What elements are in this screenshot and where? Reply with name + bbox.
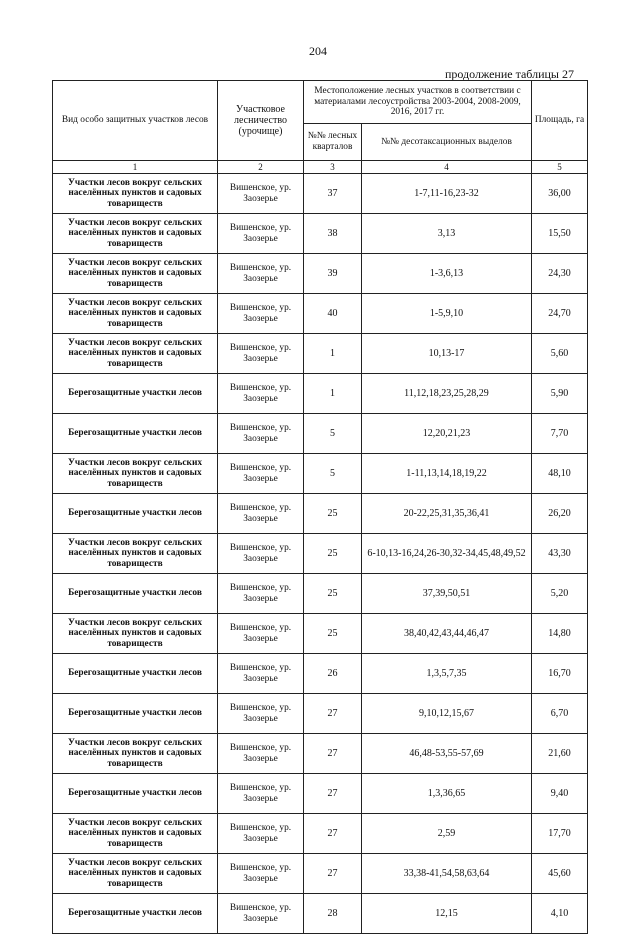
cell-plots: 46,48-53,55-57,69 (362, 734, 532, 774)
cell-area: 48,10 (532, 454, 588, 494)
cell-plots: 33,38-41,54,58,63,64 (362, 854, 532, 894)
table-row (53, 854, 588, 894)
cell-plots: 1-11,13,14,18,19,22 (362, 454, 532, 494)
header-number: 2 (218, 161, 304, 174)
cell-forestry: Вишенское, ур. Заозерье (218, 734, 304, 774)
cell-forestry: Вишенское, ур. Заозерье (218, 694, 304, 734)
cell-area: 5,90 (532, 374, 588, 414)
cell-area: 24,70 (532, 294, 588, 334)
cell-area: 7,70 (532, 414, 588, 454)
header-number: 1 (53, 161, 218, 174)
cell-area: 16,70 (532, 654, 588, 694)
table-row (53, 654, 588, 694)
header-quarters: №№ лесных кварталов (304, 124, 362, 161)
cell-area: 14,80 (532, 614, 588, 654)
table-row (53, 494, 588, 534)
cell-plots: 1,3,36,65 (362, 774, 532, 814)
cell-plots: 1-5,9,10 (362, 294, 532, 334)
cell-area: 6,70 (532, 694, 588, 734)
cell-area: 4,10 (532, 894, 588, 934)
cell-quarter: 28 (304, 894, 362, 934)
cell-kind: Участки лесов вокруг сельских населённых пунктов и садовых товариществ (53, 214, 218, 254)
cell-quarter: 5 (304, 454, 362, 494)
table-row (53, 574, 588, 614)
cell-area: 9,40 (532, 774, 588, 814)
table-row (53, 614, 588, 654)
cell-area: 15,50 (532, 214, 588, 254)
cell-forestry: Вишенское, ур. Заозерье (218, 414, 304, 454)
table-row (53, 294, 588, 334)
cell-plots: 20-22,25,31,35,36,41 (362, 494, 532, 534)
cell-plots: 10,13-17 (362, 334, 532, 374)
table-row (53, 734, 588, 774)
cell-forestry: Вишенское, ур. Заозерье (218, 574, 304, 614)
table-row (53, 814, 588, 854)
cell-plots: 12,15 (362, 894, 532, 934)
cell-forestry: Вишенское, ур. Заозерье (218, 334, 304, 374)
cell-kind: Берегозащитные участки лесов (53, 494, 218, 534)
cell-kind: Участки лесов вокруг сельских населённых пунктов и садовых товариществ (53, 294, 218, 334)
cell-plots: 1-3,6,13 (362, 254, 532, 294)
cell-quarter: 25 (304, 574, 362, 614)
cell-kind: Участки лесов вокруг сельских населённых пунктов и садовых товариществ (53, 334, 218, 374)
cell-quarter: 37 (304, 174, 362, 214)
cell-kind: Участки лесов вокруг сельских населённых пунктов и садовых товариществ (53, 614, 218, 654)
table-row (53, 254, 588, 294)
cell-forestry: Вишенское, ур. Заозерье (218, 534, 304, 574)
cell-forestry: Вишенское, ур. Заозерье (218, 814, 304, 854)
cell-kind: Берегозащитные участки лесов (53, 894, 218, 934)
header-number: 3 (304, 161, 362, 174)
cell-forestry: Вишенское, ур. Заозерье (218, 294, 304, 334)
cell-kind: Участки лесов вокруг сельских населённых пунктов и садовых товариществ (53, 814, 218, 854)
cell-kind: Берегозащитные участки лесов (53, 654, 218, 694)
cell-quarter: 39 (304, 254, 362, 294)
cell-forestry: Вишенское, ур. Заозерье (218, 254, 304, 294)
cell-forestry: Вишенское, ур. Заозерье (218, 174, 304, 214)
cell-kind: Участки лесов вокруг сельских населённых пунктов и садовых товариществ (53, 734, 218, 774)
table-row (53, 534, 588, 574)
cell-quarter: 27 (304, 814, 362, 854)
header-plots: №№ десотаксационных выделов (362, 124, 532, 161)
cell-kind: Участки лесов вокруг сельских населённых пунктов и садовых товариществ (53, 254, 218, 294)
cell-quarter: 26 (304, 654, 362, 694)
cell-plots: 38,40,42,43,44,46,47 (362, 614, 532, 654)
cell-plots: 11,12,18,23,25,28,29 (362, 374, 532, 414)
table-row (53, 694, 588, 734)
forest-plots-table (52, 80, 588, 934)
table-row (53, 174, 588, 214)
table-row (53, 894, 588, 934)
cell-area: 5,20 (532, 574, 588, 614)
cell-plots: 1,3,5,7,35 (362, 654, 532, 694)
table-row (53, 454, 588, 494)
header-number: 5 (532, 161, 588, 174)
cell-forestry: Вишенское, ур. Заозерье (218, 774, 304, 814)
cell-quarter: 25 (304, 614, 362, 654)
cell-quarter: 27 (304, 734, 362, 774)
cell-quarter: 27 (304, 854, 362, 894)
cell-forestry: Вишенское, ур. Заозерье (218, 614, 304, 654)
page-number: 204 (309, 44, 327, 58)
cell-plots: 1-7,11-16,23-32 (362, 174, 532, 214)
header-number: 4 (362, 161, 532, 174)
cell-quarter: 38 (304, 214, 362, 254)
table-row (53, 334, 588, 374)
table-row (53, 414, 588, 454)
cell-kind: Берегозащитные участки лесов (53, 414, 218, 454)
cell-kind: Берегозащитные участки лесов (53, 574, 218, 614)
cell-area: 36,00 (532, 174, 588, 214)
cell-kind: Участки лесов вокруг сельских населённых пунктов и садовых товариществ (53, 454, 218, 494)
cell-plots: 12,20,21,23 (362, 414, 532, 454)
header-forestry: Участковое лесничество (урочище) (218, 81, 304, 161)
cell-quarter: 25 (304, 494, 362, 534)
cell-area: 24,30 (532, 254, 588, 294)
cell-forestry: Вишенское, ур. Заозерье (218, 654, 304, 694)
cell-quarter: 27 (304, 694, 362, 734)
cell-quarter: 40 (304, 294, 362, 334)
header-area: Площадь, га (532, 81, 588, 161)
cell-area: 5,60 (532, 334, 588, 374)
table-row (53, 374, 588, 414)
cell-forestry: Вишенское, ур. Заозерье (218, 374, 304, 414)
cell-forestry: Вишенское, ур. Заозерье (218, 854, 304, 894)
cell-kind: Участки лесов вокруг сельских населённых пунктов и садовых товариществ (53, 854, 218, 894)
cell-kind: Берегозащитные участки лесов (53, 774, 218, 814)
header-location: Местоположение лесных участков в соответствии с материалами лесоустройства 2003-2004, 2008-2009, 2016, 2017 гг. (304, 81, 532, 124)
cell-kind: Берегозащитные участки лесов (53, 374, 218, 414)
cell-area: 43,30 (532, 534, 588, 574)
cell-quarter: 5 (304, 414, 362, 454)
cell-area: 45,60 (532, 854, 588, 894)
table-row (53, 774, 588, 814)
cell-area: 17,70 (532, 814, 588, 854)
cell-quarter: 1 (304, 374, 362, 414)
cell-area: 26,20 (532, 494, 588, 534)
cell-plots: 37,39,50,51 (362, 574, 532, 614)
cell-plots: 9,10,12,15,67 (362, 694, 532, 734)
cell-area: 21,60 (532, 734, 588, 774)
cell-forestry: Вишенское, ур. Заозерье (218, 494, 304, 534)
cell-quarter: 1 (304, 334, 362, 374)
table-row (53, 214, 588, 254)
table-body (53, 174, 588, 934)
table-continuation-label: продолжение таблицы 27 (444, 67, 574, 81)
cell-kind: Берегозащитные участки лесов (53, 694, 218, 734)
cell-kind: Участки лесов вокруг сельских населённых пунктов и садовых товариществ (53, 174, 218, 214)
cell-forestry: Вишенское, ур. Заозерье (218, 894, 304, 934)
cell-kind: Участки лесов вокруг сельских населённых пунктов и садовых товариществ (53, 534, 218, 574)
cell-forestry: Вишенское, ур. Заозерье (218, 214, 304, 254)
cell-quarter: 27 (304, 774, 362, 814)
cell-forestry: Вишенское, ур. Заозерье (218, 454, 304, 494)
cell-quarter: 25 (304, 534, 362, 574)
cell-plots: 2,59 (362, 814, 532, 854)
cell-plots: 3,13 (362, 214, 532, 254)
cell-plots: 6-10,13-16,24,26-30,32-34,45,48,49,52 (362, 534, 532, 574)
header-kind: Вид особо защитных участков лесов (53, 81, 218, 161)
